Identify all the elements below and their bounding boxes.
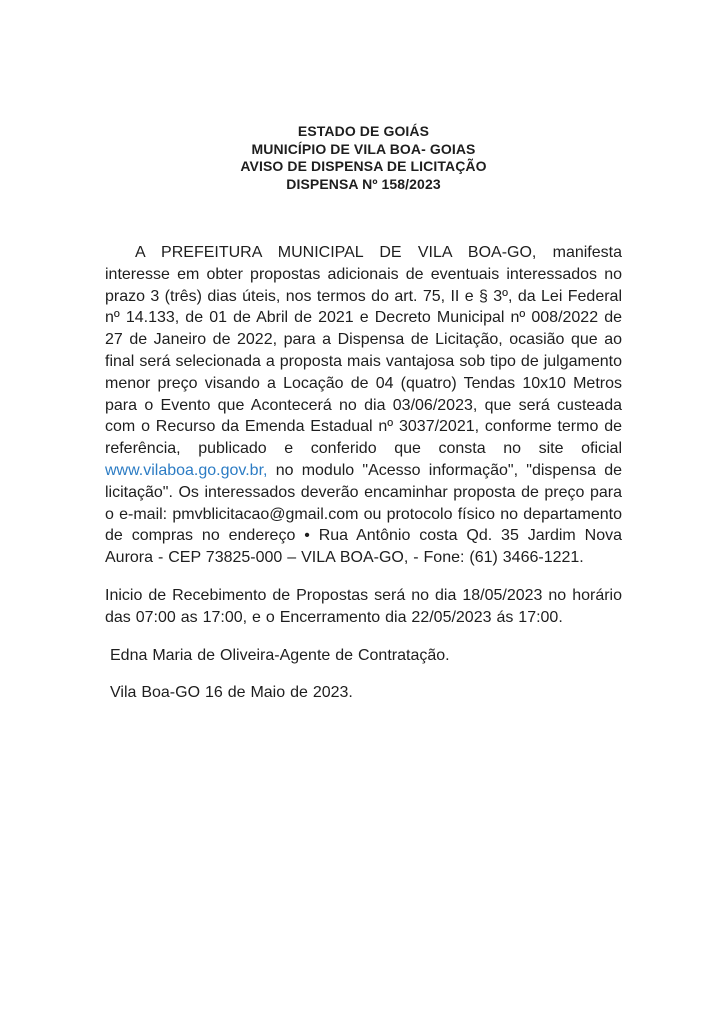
document-content [105, 123, 622, 720]
official-site-link[interactable]: www.vilaboa.go.gov.br, [105, 461, 268, 479]
paragraph-notice [105, 242, 622, 569]
document-header [105, 123, 622, 193]
header-line-estado: ESTADO DE GOIÁS [297, 123, 430, 139]
header-line-municipio: MUNICÍPIO DE VILA BOA- GOIAS [251, 140, 476, 157]
notice-text-after-link: no modulo "Acesso informação", "dispensa de licitação". Os interessados deverão encaminhar proposta de preço para o e-mail: pmvblicitacao@gmail.com ou protocolo físico no departamento de compras no endereço • Rua Antônio costa Qd. 35 Jardim Nova Aurora - CEP 73825-000 – VILA BOA-GO, - Fone: (61) 3466-1221. [105, 461, 622, 567]
paragraph-date: Vila Boa-GO 16 de Maio de 2023. [110, 684, 353, 702]
paragraph-agent: Edna Maria de Oliveira-Agente de Contratação. [110, 646, 450, 664]
paragraph-schedule: Inicio de Recebimento de Propostas será no dia 18/05/2023 no horário das 07:00 as 17:00, e o Encerramento dia 22/05/2023 ás 17:00. [105, 586, 622, 626]
notice-text-before-link: A PREFEITURA MUNICIPAL DE VILA BOA-GO, manifesta interesse em obter propostas adicionais de eventuais interessados no prazo 3 (três) dias úteis, nos termos do art. 75, II e § 3º, da Lei Federal nº 14.133, de 01 de Abril de 2021 e Decreto Municipal nº 008/2022 de 27 de Janeiro de 2022, para a Dispensa de Licitação, ocasião que ao final será selecionada a proposta mais vantajosa sob tipo de julgamento menor preço visando a Locação de 04 (quatro) Tendas 10x10 Metros para o Evento que Acontecerá no dia 03/06/2023, que será custeada com o Recurso da Emenda Estadual nº 3037/2021, conforme termo de referência, publicado e conferido que consta no site oficial [105, 244, 622, 458]
header-line-dispensa-numero: DISPENSA Nº 158/2023 [286, 175, 441, 192]
header-line-aviso: AVISO DE DISPENSA DE LICITAÇÃO [240, 158, 487, 174]
